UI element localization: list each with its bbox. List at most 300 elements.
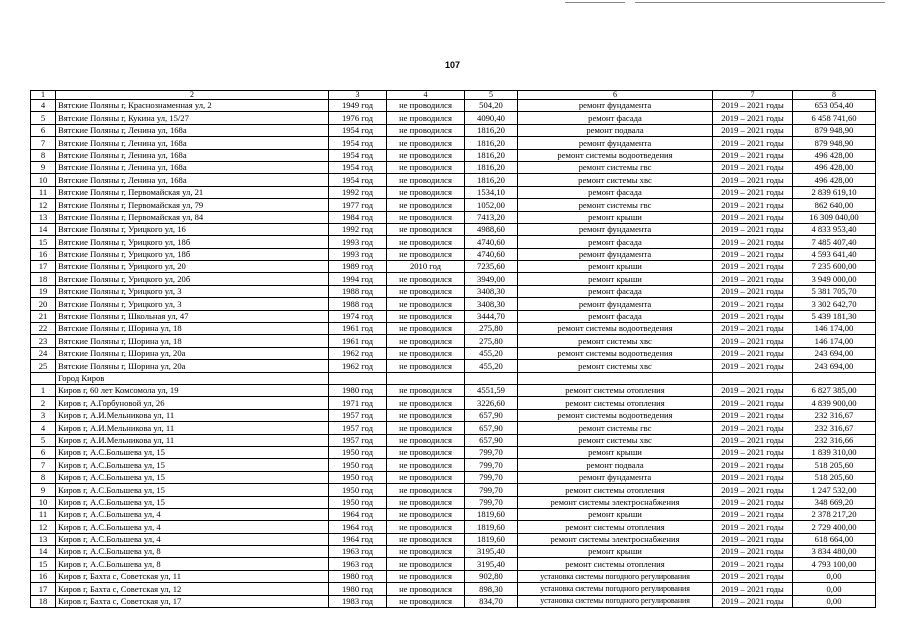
period-cell: 2019 – 2021 годы xyxy=(713,347,793,359)
last-repair-cell: не проводился xyxy=(387,248,465,260)
row-number: 23 xyxy=(31,335,56,347)
year-cell: 1961 год xyxy=(329,323,387,335)
work-type-cell: ремонт системы отопления xyxy=(518,397,713,409)
last-repair-cell: не проводился xyxy=(387,471,465,483)
work-type-cell: ремонт системы хвс xyxy=(518,360,713,372)
period-cell: 2019 – 2021 годы xyxy=(713,422,793,434)
area-cell: 455,20 xyxy=(465,347,518,359)
table-row xyxy=(31,434,876,446)
period-cell: 2019 – 2021 годы xyxy=(713,323,793,335)
area-cell: 898,30 xyxy=(465,583,518,595)
last-repair-cell: не проводился xyxy=(387,347,465,359)
year-cell: 1950 год xyxy=(329,459,387,471)
work-type-cell: ремонт фундамента xyxy=(518,248,713,260)
table-row xyxy=(31,558,876,570)
area-cell: 834,70 xyxy=(465,595,518,607)
year-cell: 1976 год xyxy=(329,112,387,124)
cost-cell: 2 839 619,10 xyxy=(793,186,876,198)
last-repair-cell: не проводился xyxy=(387,595,465,607)
cost-cell: 496 428,00 xyxy=(793,161,876,173)
section-empty-cell xyxy=(518,372,713,384)
table-row xyxy=(31,112,876,124)
work-type-cell: ремонт фасада xyxy=(518,186,713,198)
address-cell: Вятские Поляны г, Кукина ул, 15/27 xyxy=(56,112,329,124)
address-cell: Киров г, А.И.Мельникова ул, 11 xyxy=(56,409,329,421)
area-cell: 1816,20 xyxy=(465,161,518,173)
year-cell: 1957 год xyxy=(329,434,387,446)
year-cell: 1977 год xyxy=(329,199,387,211)
area-cell: 799,70 xyxy=(465,459,518,471)
table-body xyxy=(31,100,876,608)
work-type-cell: ремонт системы гвс xyxy=(518,422,713,434)
work-type-cell: ремонт подвала xyxy=(518,124,713,136)
address-cell: Киров г, А.С.Большева ул, 15 xyxy=(56,496,329,508)
area-cell: 1052,00 xyxy=(465,199,518,211)
area-cell: 799,70 xyxy=(465,446,518,458)
table-row xyxy=(31,248,876,260)
year-cell: 1950 год xyxy=(329,496,387,508)
last-repair-cell: не проводился xyxy=(387,384,465,396)
year-cell: 1964 год xyxy=(329,521,387,533)
year-cell: 1980 год xyxy=(329,583,387,595)
period-cell: 2019 – 2021 годы xyxy=(713,533,793,545)
row-number: 20 xyxy=(31,298,56,310)
cost-cell: 879 948,90 xyxy=(793,137,876,149)
year-cell: 1971 год xyxy=(329,397,387,409)
work-type-cell: ремонт системы водоотведения xyxy=(518,323,713,335)
row-number: 13 xyxy=(31,211,56,223)
row-number: 13 xyxy=(31,533,56,545)
cost-cell: 348 669,20 xyxy=(793,496,876,508)
cost-cell: 518 205,60 xyxy=(793,471,876,483)
last-repair-cell: не проводился xyxy=(387,459,465,471)
row-number: 8 xyxy=(31,471,56,483)
cost-cell: 3 302 642,70 xyxy=(793,298,876,310)
row-number: 16 xyxy=(31,570,56,582)
work-type-cell: ремонт фасада xyxy=(518,236,713,248)
work-type-cell: ремонт системы гвс xyxy=(518,199,713,211)
period-cell: 2019 – 2021 годы xyxy=(713,595,793,607)
year-cell: 1983 год xyxy=(329,595,387,607)
period-cell: 2019 – 2021 годы xyxy=(713,521,793,533)
cost-cell: 2 378 217,20 xyxy=(793,508,876,520)
period-cell: 2019 – 2021 годы xyxy=(713,360,793,372)
work-type-cell: ремонт системы водоотведения xyxy=(518,409,713,421)
last-repair-cell: не проводился xyxy=(387,335,465,347)
work-type-cell: установка системы погодного регулирования xyxy=(518,570,713,582)
section-empty-cell xyxy=(793,372,876,384)
year-cell: 1993 год xyxy=(329,248,387,260)
cost-cell: 7 485 407,40 xyxy=(793,236,876,248)
area-cell: 7235,60 xyxy=(465,261,518,273)
table-row xyxy=(31,595,876,607)
table-row xyxy=(31,384,876,396)
year-cell: 1950 год xyxy=(329,484,387,496)
row-number: 22 xyxy=(31,323,56,335)
top-rule-left xyxy=(565,2,625,3)
row-number: 4 xyxy=(31,100,56,112)
address-cell: Вятские Поляны г, Ленина ул, 168а xyxy=(56,174,329,186)
last-repair-cell: не проводился xyxy=(387,583,465,595)
period-cell: 2019 – 2021 годы xyxy=(713,397,793,409)
period-cell: 2019 – 2021 годы xyxy=(713,273,793,285)
cost-cell: 6 827 385,00 xyxy=(793,384,876,396)
period-cell: 2019 – 2021 годы xyxy=(713,285,793,297)
last-repair-cell: не проводился xyxy=(387,174,465,186)
work-type-cell: ремонт системы хвс xyxy=(518,174,713,186)
work-type-cell: ремонт крыши xyxy=(518,508,713,520)
last-repair-cell: не проводился xyxy=(387,112,465,124)
row-number: 19 xyxy=(31,285,56,297)
cost-cell: 3 949 000,00 xyxy=(793,273,876,285)
period-cell: 2019 – 2021 годы xyxy=(713,384,793,396)
year-cell: 1963 год xyxy=(329,558,387,570)
last-repair-cell: не проводился xyxy=(387,199,465,211)
area-cell: 1816,20 xyxy=(465,124,518,136)
address-cell: Киров г, А.С.Большева ул, 15 xyxy=(56,446,329,458)
period-cell: 2019 – 2021 годы xyxy=(713,335,793,347)
year-cell: 1992 год xyxy=(329,223,387,235)
row-number: 5 xyxy=(31,434,56,446)
last-repair-cell: не проводился xyxy=(387,285,465,297)
section-empty-cell xyxy=(387,372,465,384)
year-cell: 1992 год xyxy=(329,186,387,198)
row-number: 6 xyxy=(31,124,56,136)
area-cell: 1816,20 xyxy=(465,149,518,161)
table-row xyxy=(31,310,876,322)
year-cell: 1964 год xyxy=(329,508,387,520)
period-cell: 2019 – 2021 годы xyxy=(713,409,793,421)
table-row xyxy=(31,124,876,136)
table-row xyxy=(31,471,876,483)
cost-cell: 1 247 532,00 xyxy=(793,484,876,496)
row-number: 14 xyxy=(31,223,56,235)
row-number: 10 xyxy=(31,174,56,186)
row-number: 18 xyxy=(31,595,56,607)
year-cell: 1994 год xyxy=(329,273,387,285)
cost-cell: 879 948,90 xyxy=(793,124,876,136)
year-cell: 1974 год xyxy=(329,310,387,322)
row-number: 18 xyxy=(31,273,56,285)
period-cell: 2019 – 2021 годы xyxy=(713,508,793,520)
table-row xyxy=(31,409,876,421)
year-cell: 1980 год xyxy=(329,384,387,396)
table-row xyxy=(31,199,876,211)
work-type-cell: ремонт системы гвс xyxy=(518,161,713,173)
cost-cell: 6 458 741,60 xyxy=(793,112,876,124)
address-cell: Вятские Поляны г, Ленина ул, 168а xyxy=(56,149,329,161)
area-cell: 3195,40 xyxy=(465,558,518,570)
last-repair-cell: не проводился xyxy=(387,546,465,558)
top-rule-right xyxy=(635,2,885,3)
year-cell: 1954 год xyxy=(329,161,387,173)
cost-cell: 5 439 181,30 xyxy=(793,310,876,322)
cost-cell: 1 839 310,00 xyxy=(793,446,876,458)
year-cell: 1988 год xyxy=(329,298,387,310)
address-cell: Вятские Поляны г, Шорина ул, 18 xyxy=(56,335,329,347)
period-cell: 2019 – 2021 годы xyxy=(713,211,793,223)
col-header-3: 3 xyxy=(329,91,387,100)
table-row xyxy=(31,533,876,545)
row-number: 9 xyxy=(31,161,56,173)
row-number: 3 xyxy=(31,409,56,421)
last-repair-cell: не проводился xyxy=(387,323,465,335)
work-type-cell: ремонт подвала xyxy=(518,459,713,471)
last-repair-cell: не проводился xyxy=(387,397,465,409)
address-cell: Киров г, А.С.Большева ул, 4 xyxy=(56,508,329,520)
period-cell: 2019 – 2021 годы xyxy=(713,112,793,124)
cost-cell: 4 793 100,00 xyxy=(793,558,876,570)
work-type-cell: ремонт системы электроснабжения xyxy=(518,496,713,508)
capital-repair-table xyxy=(30,90,876,608)
last-repair-cell: не проводился xyxy=(387,521,465,533)
year-cell: 1984 год xyxy=(329,211,387,223)
table-row xyxy=(31,484,876,496)
table-row xyxy=(31,100,876,112)
period-cell: 2019 – 2021 годы xyxy=(713,546,793,558)
area-cell: 657,90 xyxy=(465,409,518,421)
row-number: 12 xyxy=(31,199,56,211)
area-cell: 455,20 xyxy=(465,360,518,372)
year-cell: 1954 год xyxy=(329,174,387,186)
cost-cell: 4 833 953,40 xyxy=(793,223,876,235)
cost-cell: 4 593 641,40 xyxy=(793,248,876,260)
last-repair-cell: не проводился xyxy=(387,409,465,421)
work-type-cell: ремонт системы отопления xyxy=(518,558,713,570)
last-repair-cell: не проводился xyxy=(387,496,465,508)
area-cell: 902,80 xyxy=(465,570,518,582)
work-type-cell: ремонт фасада xyxy=(518,310,713,322)
table-row xyxy=(31,137,876,149)
year-cell: 1964 год xyxy=(329,533,387,545)
cost-cell: 0,00 xyxy=(793,570,876,582)
row-number: 10 xyxy=(31,496,56,508)
work-type-cell: ремонт системы отопления xyxy=(518,384,713,396)
col-header-1: 1 xyxy=(31,91,56,100)
row-number: 15 xyxy=(31,558,56,570)
table-row xyxy=(31,223,876,235)
cost-cell: 243 694,00 xyxy=(793,360,876,372)
period-cell: 2019 – 2021 годы xyxy=(713,434,793,446)
cost-cell: 2 729 400,00 xyxy=(793,521,876,533)
work-type-cell: ремонт крыши xyxy=(518,546,713,558)
work-type-cell: ремонт крыши xyxy=(518,261,713,273)
section-empty-cell xyxy=(329,372,387,384)
row-number: 16 xyxy=(31,248,56,260)
year-cell: 1988 год xyxy=(329,285,387,297)
address-cell: Киров г, А.Горбуновой ул, 26 xyxy=(56,397,329,409)
address-cell: Вятские Поляны г, Шорина ул, 18 xyxy=(56,323,329,335)
period-cell: 2019 – 2021 годы xyxy=(713,186,793,198)
section-number-cell xyxy=(31,372,56,384)
work-type-cell: установка системы погодного регулирования xyxy=(518,595,713,607)
area-cell: 799,70 xyxy=(465,471,518,483)
area-cell: 1819,60 xyxy=(465,508,518,520)
table-row xyxy=(31,508,876,520)
area-cell: 4551,59 xyxy=(465,384,518,396)
work-type-cell: ремонт фасада xyxy=(518,285,713,297)
work-type-cell: ремонт фундамента xyxy=(518,100,713,112)
last-repair-cell: не проводился xyxy=(387,484,465,496)
row-number: 5 xyxy=(31,112,56,124)
period-cell: 2019 – 2021 годы xyxy=(713,558,793,570)
period-cell: 2019 – 2021 годы xyxy=(713,100,793,112)
address-cell: Киров г, Бахта с, Советская ул, 12 xyxy=(56,583,329,595)
table-row xyxy=(31,397,876,409)
col-header-7: 7 xyxy=(713,91,793,100)
area-cell: 3226,60 xyxy=(465,397,518,409)
area-cell: 4740,60 xyxy=(465,248,518,260)
address-cell: Вятские Поляны г, Школьная ул, 47 xyxy=(56,310,329,322)
col-header-6: 6 xyxy=(518,91,713,100)
address-cell: Вятские Поляны г, Первомайская ул, 79 xyxy=(56,199,329,211)
last-repair-cell: не проводился xyxy=(387,533,465,545)
year-cell: 1950 год xyxy=(329,471,387,483)
area-cell: 3408,30 xyxy=(465,298,518,310)
table-row xyxy=(31,459,876,471)
cost-cell: 7 235 600,00 xyxy=(793,261,876,273)
area-cell: 657,90 xyxy=(465,422,518,434)
period-cell: 2019 – 2021 годы xyxy=(713,137,793,149)
row-number: 11 xyxy=(31,508,56,520)
row-number: 6 xyxy=(31,446,56,458)
table-row xyxy=(31,211,876,223)
address-cell: Киров г, А.И.Мельникова ул, 11 xyxy=(56,422,329,434)
address-cell: Вятские Поляны г, Урицкого ул, 18б xyxy=(56,236,329,248)
last-repair-cell: не проводился xyxy=(387,360,465,372)
cost-cell: 232 316,67 xyxy=(793,409,876,421)
cost-cell: 0,00 xyxy=(793,583,876,595)
work-type-cell: ремонт крыши xyxy=(518,211,713,223)
table-row xyxy=(31,273,876,285)
year-cell: 1993 год xyxy=(329,236,387,248)
cost-cell: 496 428,00 xyxy=(793,174,876,186)
work-type-cell: ремонт системы водоотведения xyxy=(518,347,713,359)
area-cell: 3949,00 xyxy=(465,273,518,285)
table-row xyxy=(31,174,876,186)
table-row xyxy=(31,570,876,582)
section-empty-cell xyxy=(713,372,793,384)
area-cell: 4090,40 xyxy=(465,112,518,124)
period-cell: 2019 – 2021 годы xyxy=(713,310,793,322)
area-cell: 3408,30 xyxy=(465,285,518,297)
last-repair-cell: не проводился xyxy=(387,211,465,223)
period-cell: 2019 – 2021 годы xyxy=(713,124,793,136)
table-row xyxy=(31,335,876,347)
address-cell: Киров г, А.С.Большева ул, 4 xyxy=(56,533,329,545)
work-type-cell: ремонт крыши xyxy=(518,446,713,458)
last-repair-cell: не проводился xyxy=(387,124,465,136)
year-cell: 1957 год xyxy=(329,409,387,421)
last-repair-cell: не проводился xyxy=(387,298,465,310)
row-number: 11 xyxy=(31,186,56,198)
period-cell: 2019 – 2021 годы xyxy=(713,459,793,471)
last-repair-cell: не проводился xyxy=(387,223,465,235)
table-row xyxy=(31,261,876,273)
period-cell: 2019 – 2021 годы xyxy=(713,199,793,211)
col-header-2: 2 xyxy=(56,91,329,100)
row-number: 7 xyxy=(31,137,56,149)
period-cell: 2019 – 2021 годы xyxy=(713,484,793,496)
address-cell: Киров г, Бахта с, Советская ул, 11 xyxy=(56,570,329,582)
year-cell: 1962 год xyxy=(329,360,387,372)
table-row xyxy=(31,298,876,310)
cost-cell: 146 174,00 xyxy=(793,323,876,335)
table-row xyxy=(31,236,876,248)
period-cell: 2019 – 2021 годы xyxy=(713,298,793,310)
last-repair-cell: не проводился xyxy=(387,186,465,198)
address-cell: Вятские Поляны г, Ленина ул, 168а xyxy=(56,137,329,149)
area-cell: 799,70 xyxy=(465,496,518,508)
table-row xyxy=(31,496,876,508)
cost-cell: 232 316,66 xyxy=(793,434,876,446)
area-cell: 657,90 xyxy=(465,434,518,446)
row-number: 17 xyxy=(31,261,56,273)
period-cell: 2019 – 2021 годы xyxy=(713,261,793,273)
cost-cell: 232 316,67 xyxy=(793,422,876,434)
area-cell: 1534,10 xyxy=(465,186,518,198)
address-cell: Киров г, А.С.Большева ул, 8 xyxy=(56,546,329,558)
row-number: 12 xyxy=(31,521,56,533)
address-cell: Киров г, А.С.Большева ул, 15 xyxy=(56,484,329,496)
table-row xyxy=(31,360,876,372)
area-cell: 275,80 xyxy=(465,323,518,335)
work-type-cell: ремонт фасада xyxy=(518,112,713,124)
table-row xyxy=(31,446,876,458)
area-cell: 7413,20 xyxy=(465,211,518,223)
table-row xyxy=(31,161,876,173)
cost-cell: 16 309 040,00 xyxy=(793,211,876,223)
area-cell: 3444,70 xyxy=(465,310,518,322)
area-cell: 504,20 xyxy=(465,100,518,112)
period-cell: 2019 – 2021 годы xyxy=(713,149,793,161)
year-cell: 1980 год xyxy=(329,570,387,582)
table-row xyxy=(31,149,876,161)
work-type-cell: ремонт фундамента xyxy=(518,223,713,235)
row-number: 4 xyxy=(31,422,56,434)
area-cell: 799,70 xyxy=(465,484,518,496)
address-cell: Вятские Поляны г, Ленина ул, 168а xyxy=(56,124,329,136)
last-repair-cell: 2010 год xyxy=(387,261,465,273)
col-header-4: 4 xyxy=(387,91,465,100)
table-row xyxy=(31,583,876,595)
year-cell: 1963 год xyxy=(329,546,387,558)
area-cell: 1819,60 xyxy=(465,521,518,533)
row-number: 15 xyxy=(31,236,56,248)
area-cell: 4988,60 xyxy=(465,223,518,235)
row-number: 24 xyxy=(31,347,56,359)
year-cell: 1950 год xyxy=(329,446,387,458)
period-cell: 2019 – 2021 годы xyxy=(713,471,793,483)
table-row xyxy=(31,186,876,198)
cost-cell: 618 664,00 xyxy=(793,533,876,545)
address-cell: Вятские Поляны г, Первомайская ул, 21 xyxy=(56,186,329,198)
address-cell: Киров г, Бахта с, Советская ул, 17 xyxy=(56,595,329,607)
work-type-cell: ремонт системы отопления xyxy=(518,521,713,533)
cost-cell: 146 174,00 xyxy=(793,335,876,347)
cost-cell: 243 694,00 xyxy=(793,347,876,359)
last-repair-cell: не проводился xyxy=(387,570,465,582)
last-repair-cell: не проводился xyxy=(387,558,465,570)
work-type-cell: ремонт фундамента xyxy=(518,471,713,483)
row-number: 1 xyxy=(31,384,56,396)
last-repair-cell: не проводился xyxy=(387,137,465,149)
address-cell: Вятские Поляны г, Урицкого ул, 3 xyxy=(56,285,329,297)
area-cell: 1816,20 xyxy=(465,174,518,186)
period-cell: 2019 – 2021 годы xyxy=(713,174,793,186)
work-type-cell: ремонт крыши xyxy=(518,273,713,285)
table-row xyxy=(31,422,876,434)
